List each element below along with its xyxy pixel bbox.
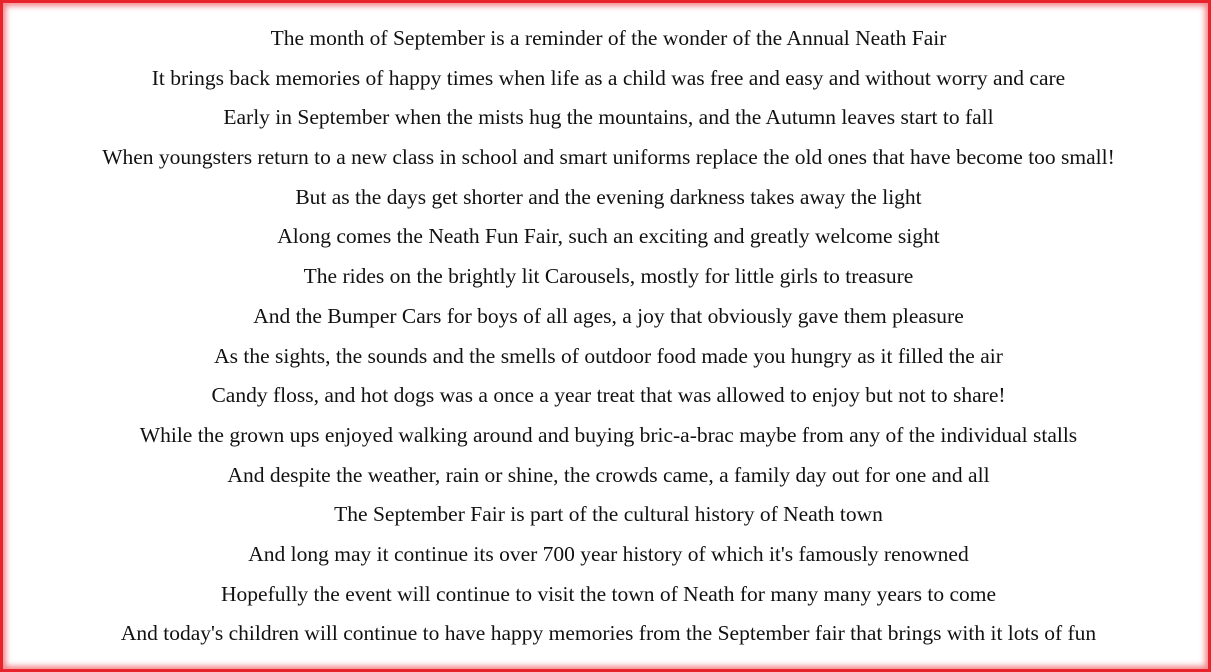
poem-line-9: As the sights, the sounds and the smells of outdoor food made you hungry as it filled the air <box>214 343 1003 368</box>
poem-line-15: Hopefully the event will continue to visit the town of Neath for many many years to come <box>221 581 996 606</box>
poem-line-6: Along comes the Neath Fun Fair, such an exciting and greatly welcome sight <box>277 224 940 249</box>
poem-line-11: While the grown ups enjoyed walking around and buying bric-a-brac maybe from any of the individual stalls <box>139 422 1078 447</box>
poem-line-5: But as the days get shorter and the evening darkness takes away the light <box>295 184 922 209</box>
poem-line-13: The September Fair is part of the cultural history of Neath town <box>334 502 883 527</box>
poem-line-10: Candy floss, and hot dogs was a once a year treat that was allowed to enjoy but not to share! <box>211 383 1006 408</box>
poem-line-7: The rides on the brightly lit Carousels, mostly for little girls to treasure <box>303 264 914 289</box>
poem-line-3: Early in September when the mists hug the mountains, and the Autumn leaves start to fall <box>223 105 994 130</box>
poem-line-4: When youngsters return to a new class in school and smart uniforms replace the old ones that have become too small! <box>102 145 1115 170</box>
poem-body <box>3 19 1211 654</box>
poem-line-12: And despite the weather, rain or shine, the crowds came, a family day out for one and all <box>227 462 990 487</box>
poem-line-16: And today's children will continue to have happy memories from the September fair that brings with it lots of fun <box>120 621 1097 646</box>
poem-line-2: It brings back memories of happy times when life as a child was free and easy and without worry and care <box>151 65 1066 90</box>
poem-line-8: And the Bumper Cars for boys of all ages, a joy that obviously gave them pleasure <box>253 303 964 328</box>
poem-line-14: And long may it continue its over 700 year history of which it's famously renowned <box>248 541 969 566</box>
poem-line-1: The month of September is a reminder of the wonder of the Annual Neath Fair <box>270 26 947 50</box>
